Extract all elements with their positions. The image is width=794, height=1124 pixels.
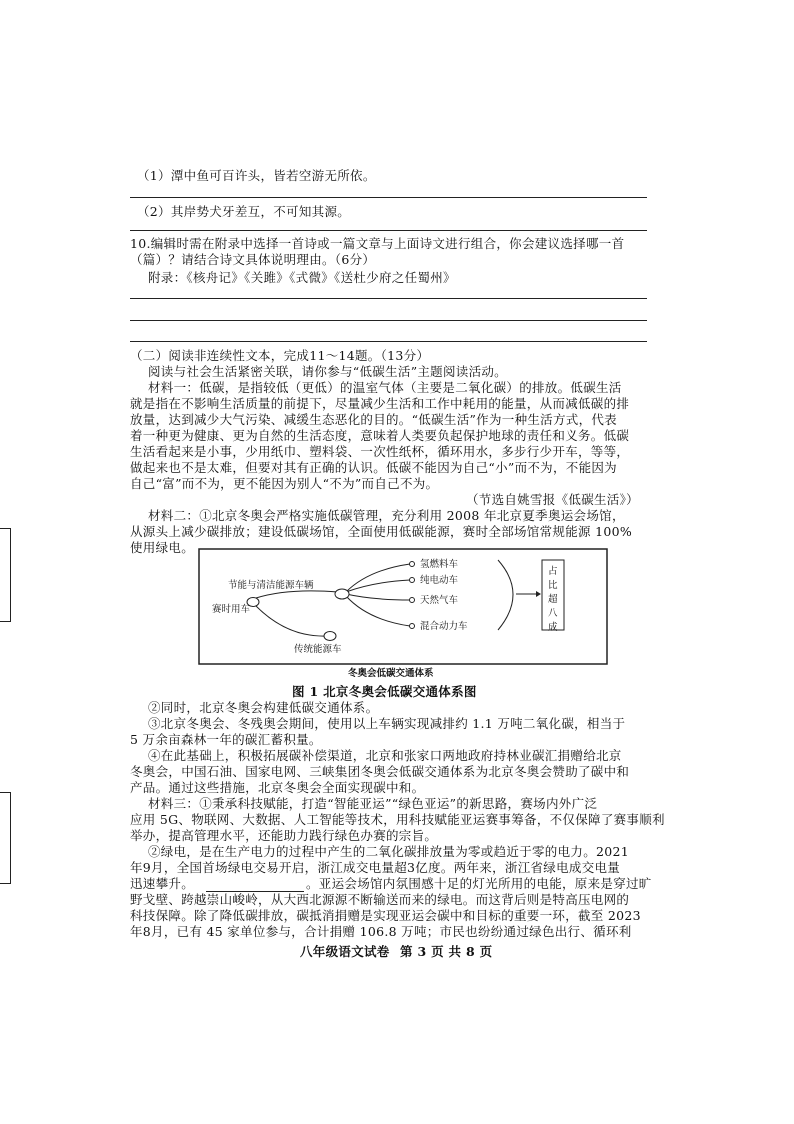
- leaf-label: 天然气车: [420, 595, 459, 606]
- connector-leaf2: [346, 580, 410, 592]
- material3-line: ②绿电，是在生产电力的过程中产生的二氧化碳排放量为零或趋近于零的电力。2021: [148, 844, 630, 859]
- branch2-label: 传统能源车: [294, 644, 342, 655]
- material2-line: 从源头上减少碳排放；建设低碳场馆，全面使用低碳能源，赛时全部场馆常规能源 100%: [130, 524, 633, 539]
- branch2-node: [324, 632, 336, 641]
- material3-line: 野戈壁、跨越崇山峻岭，从大西北源源不断输送而来的绿电。而这背后则是特高压电网的: [130, 892, 630, 907]
- leaf-node: [410, 562, 415, 567]
- footer-subject: 八年级语文试卷: [300, 944, 390, 959]
- material1-line: 生活看起来是小事，少用纸巾、塑料袋、一次性纸杯，循环用水，多步行少开车，等等，: [130, 444, 630, 459]
- binding-mark-top: [0, 528, 11, 622]
- material3-line: 。亚运会场馆内氛围感十足的灯光所用的电能，原来是穿过旷: [306, 876, 652, 891]
- binding-mark-bottom: [0, 792, 11, 884]
- branch1-node: [335, 589, 349, 599]
- section-intro: 阅读与社会生活紧密关联，请你参与“低碳生活”主题阅读活动。: [148, 364, 507, 379]
- footer-page-number: 第 3 页 共 8 页: [400, 944, 493, 959]
- material2-cont-line: 5 万余亩森林一年的碳汇蓄积量。: [130, 732, 322, 747]
- material1-line: 自己“富”而不为，更不能因为别人“不为”而自己不为。: [130, 476, 439, 491]
- bracket-label: 占比超八成: [548, 566, 558, 633]
- section-heading: （二）阅读非连续性文本，完成11～14题。（13分）: [130, 348, 430, 363]
- material1-line: 就是指在不影响生活质量的前提下，尽量减少生活和工作中耗用的能量，从而减低碳的排: [130, 396, 630, 411]
- connector-root-branch2: [256, 606, 328, 636]
- material2-line: 使用绿电。: [130, 540, 195, 555]
- material1-source: （节选自姚雪报《低碳生活》）: [466, 492, 639, 507]
- material3-line: 迅速攀升。: [130, 876, 195, 891]
- answer-line: [130, 230, 647, 231]
- connector-root-branch1: [256, 591, 338, 598]
- material1-line: 做起来也不是太难，但要对其有正确的认识。低碳不能因为自己“小”而不为，不能因为: [130, 460, 617, 475]
- answer-line: [130, 298, 647, 299]
- material3-line: 年9月，全国首场绿电交易开启，浙江成交电量超3亿度。两年来，浙江省绿电成交电量: [130, 860, 621, 875]
- leaf-label: 氢燃料车: [420, 559, 459, 570]
- connector-leaf4: [346, 596, 410, 626]
- leaf-node: [410, 598, 415, 603]
- material3-line: 举办，提高管理水平，还能助力践行绿色办赛的宗旨。: [130, 828, 438, 843]
- material3-line: 应用 5G、物联网、大数据、人工智能等技术，用科技赋能亚运赛事筹备，不仅保障了赛事顺利: [130, 812, 665, 827]
- branch1-label: 节能与清洁能源车辆: [228, 580, 314, 591]
- connector-leaf1: [346, 564, 410, 592]
- q10-line-1: 10.编辑时需在附录中选择一首诗或一篇文章与上面诗文进行组合，你会建议选择哪一首: [130, 236, 625, 251]
- material3-line: 年8月，已有 45 家单位参与，合计捐赠 106.8 万吨；市民也纷纷通过绿色出行、循环利: [130, 924, 632, 939]
- arrow-head: [536, 591, 541, 597]
- connector-leaf3: [346, 594, 410, 600]
- figure-caption: 图 1 北京冬奥会低碳交通体系图: [292, 684, 477, 699]
- material2-cont-line: ④在此基础上，积极拓展碳补偿渠道，北京和张家口两地政府持林业碳汇捐赠给北京: [148, 748, 622, 763]
- leaf-label: 混合动力车: [420, 621, 468, 632]
- diagram-svg: [198, 548, 608, 678]
- material1-line: 着一种更为健康、更为自然的生活态度，意味着人类要负起保护地球的责任和义务。低碳: [130, 428, 630, 443]
- material2-line: 材料二：①北京冬奥会严格实施低碳管理，充分利用 2008 年北京夏季奥运会场馆，: [148, 508, 625, 523]
- material3-line: 材料三：①秉承科技赋能，打造“智能亚运”“绿色亚运”的新思路，赛场内外广泛: [148, 796, 598, 811]
- answer-line: [130, 197, 647, 198]
- leaf-label: 纯电动车: [420, 575, 459, 586]
- leaf-node: [410, 578, 415, 583]
- diagram-inner-caption: 冬奥会低碳交通体系: [348, 668, 434, 678]
- material2-cont-line: ②同时，北京冬奥会构建低碳交通体系。: [148, 700, 379, 715]
- q10-appendix: 附录：《核舟记》《关雎》《式微》《送杜少府之任蜀州》: [148, 270, 456, 285]
- answer-line: [130, 341, 647, 342]
- q10-line-2: （篇）？请结合诗文具体说明理由。（6分）: [130, 252, 376, 267]
- low-carbon-transport-diagram: [198, 548, 608, 678]
- grouping-arc: [498, 560, 513, 630]
- material2-cont-line: ③北京冬奥会、冬残奥会期间，使用以上车辆实现减排约 1.1 万吨二氧化碳，相当于: [148, 716, 626, 731]
- diagram-frame: [199, 549, 607, 664]
- q9-item-1: （1）潭中鱼可百许头，皆若空游无所依。: [137, 168, 376, 183]
- material2-cont-line: 产品。通过这些措施，北京冬奥会全面实现碳中和。: [130, 780, 425, 795]
- material3-line: 科技保障。除了降低碳排放，碳抵消捐赠是实现亚运会碳中和目标的重要一环，截至 2023: [130, 908, 641, 923]
- material1-line: 放量，达到减少大气污染、减缓生态恶化的目的。“低碳生活”作为一种生活方式，代表: [130, 412, 617, 427]
- q9-item-2: （2）其岸势犬牙差互，不可知其源。: [137, 204, 351, 219]
- answer-line: [130, 320, 647, 321]
- root-label: 赛时用车: [212, 604, 251, 615]
- material1-line: 材料一：低碳，是指较低（更低）的温室气体（主要是二氧化碳）的排放。低碳生活: [148, 380, 622, 395]
- leaf-node: [410, 624, 415, 629]
- material2-cont-line: 冬奥会，中国石油、国家电网、三峡集团冬奥会低碳交通体系为北京冬奥会赞助了碳中和: [130, 764, 630, 779]
